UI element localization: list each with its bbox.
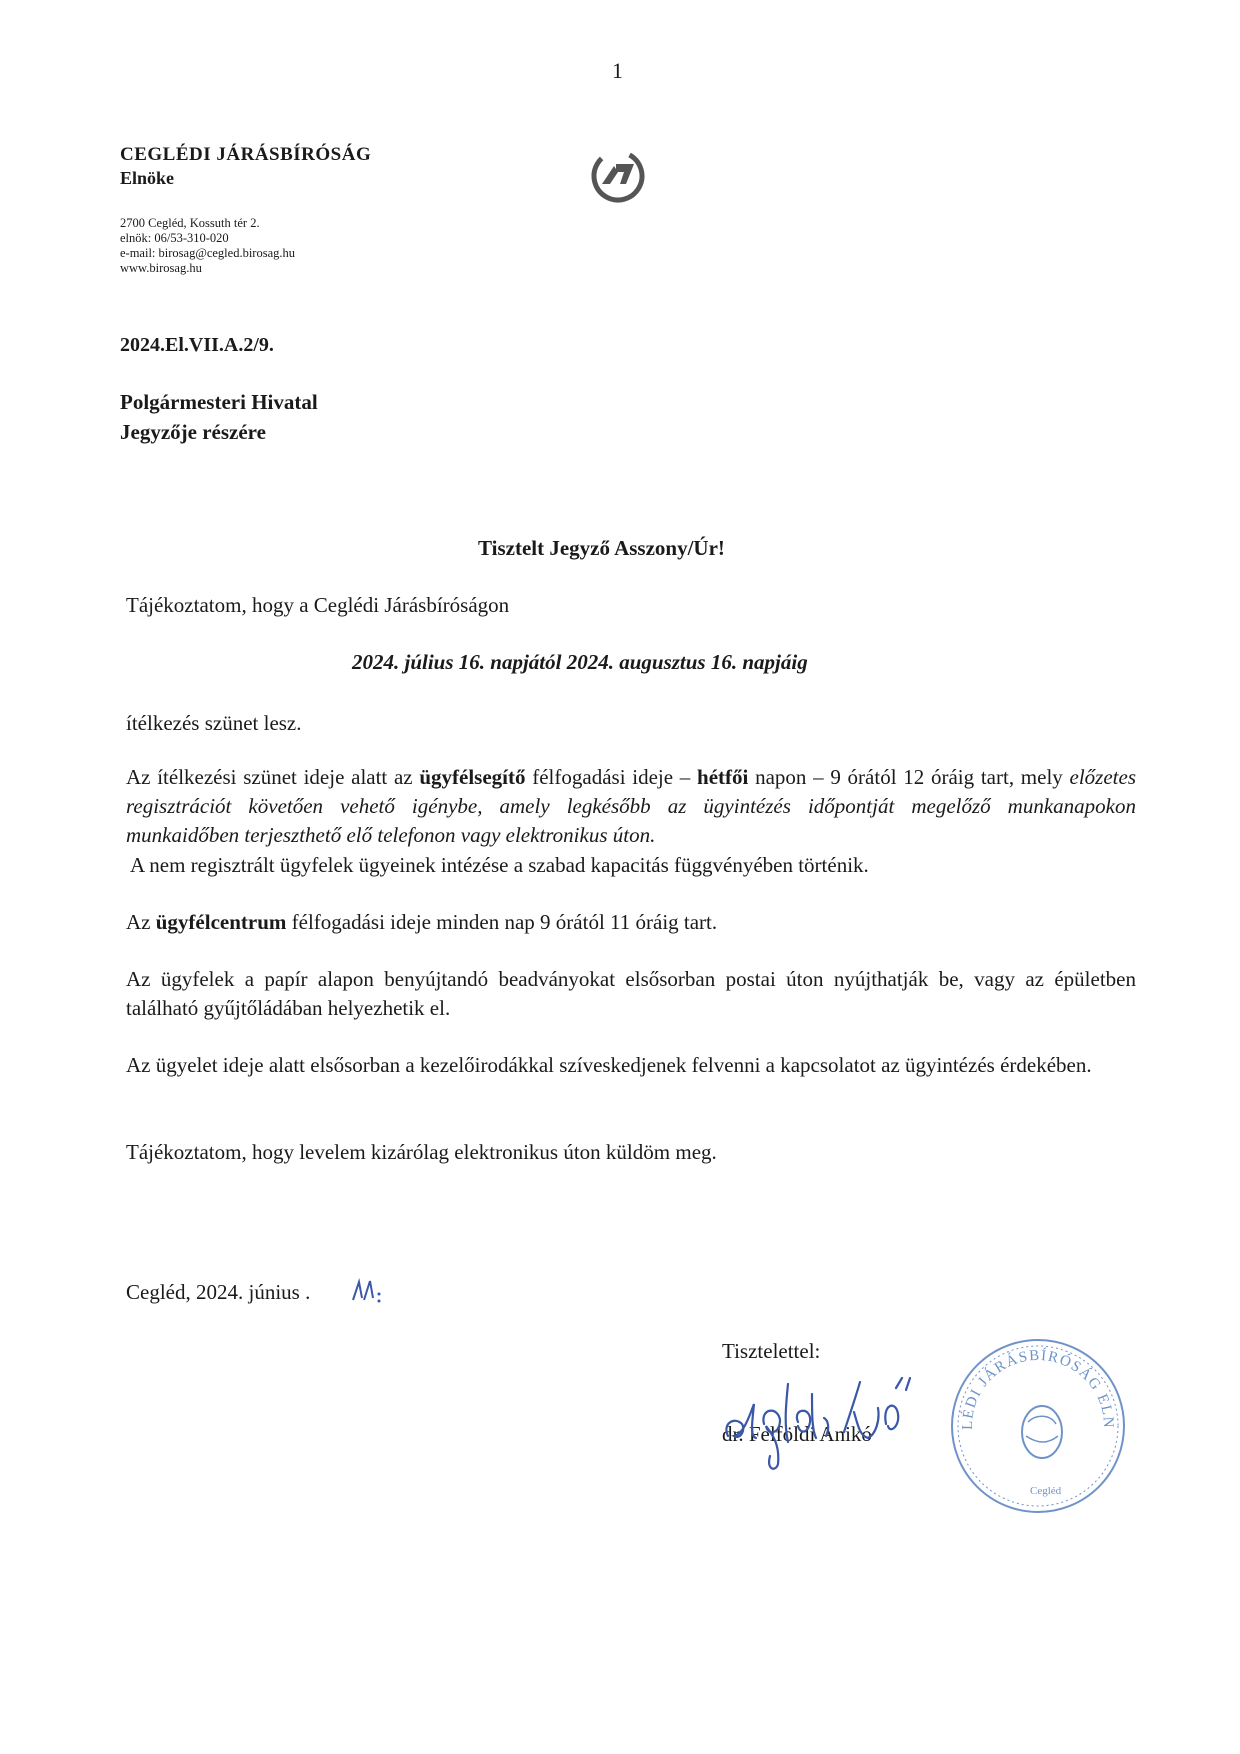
highlight-client-helper: ügyfélsegítő <box>419 765 526 789</box>
stamp-text: LÉDI JÁRÁSBÍRÓSÁG ELN <box>959 1347 1117 1431</box>
intro-end-text: ítélkezés szünet lesz. <box>126 711 302 735</box>
page-number: 1 <box>612 58 623 83</box>
paragraph-submissions: Az ügyfelek a papír alapon benyújtandó beadványokat elsősorban postai úton nyújthatják be, vagy az épületben található gyűjtőládában helyezhetik el. <box>126 967 1136 1020</box>
intro-text: Tájékoztatom, hogy a Ceglédi Járásbíróságon <box>126 593 510 617</box>
paragraph-client-centre: Az ügyfélcentrum félfogadási ideje minden nap 9 órától 11 óráig tart. <box>126 910 718 934</box>
closure-period: 2024. július 16. napjától 2024. augusztus 16. napjáig <box>352 650 808 674</box>
court-logo <box>588 144 648 211</box>
recipient-line-1: Polgármesteri Hivatal <box>120 390 318 414</box>
contact-website: www.birosag.hu <box>120 261 202 275</box>
signer-name: dr. Felföldi Anikó <box>722 1422 872 1446</box>
svg-text:CEGLÉDI JÁRÁSBÍRÓSÁG ELNÖKE <box>946 1334 1116 1430</box>
highlight-client-centre: ügyfélcentrum <box>155 910 287 934</box>
court-name: CEGLÉDI JÁRÁSBÍRÓSÁG <box>120 144 372 165</box>
handwritten-day-mark <box>350 1276 384 1311</box>
registration-note: előzetes regisztrációt követően vehető igénybe, amely legkésőbb az ügyintézés időpontját megelőző munkanapokon munkaidőben terjeszthető elő telefonon vagy elektronikus úton. <box>126 765 1136 847</box>
stamp-city: Cegléd <box>1030 1485 1062 1497</box>
paragraph-unregistered: A nem regisztrált ügyfelek ügyeinek intézése a szabad kapacitás függvényében történik. <box>130 853 869 877</box>
paragraph-duty: Az ügyelet ideje alatt elsősorban a kezelőirodákkal szíveskedjenek felvenni a kapcsolatot az ügyintézés érdekében. <box>126 1053 1092 1077</box>
date-line: Cegléd, 2024. június . <box>126 1280 311 1304</box>
contact-address: 2700 Cegléd, Kossuth tér 2. <box>120 216 260 230</box>
contact-email: e-mail: birosag@cegled.birosag.hu <box>120 246 295 260</box>
handwritten-signature <box>720 1364 930 1479</box>
court-role: Elnöke <box>120 168 175 188</box>
paragraph-client-helper: Az ítélkezési szünet ideje alatt az ügyfélsegítő félfogadási ideje – hétfői napon – 9 órától 12 óráig tart, mely előzetes regisztrációt követően vehető igénybe, amely legkésőbb az ügyintézés időpontját megelőző munkanapokon munkaidőben terjeszthető elő telefonon vagy elektronikus úton. <box>126 765 1136 847</box>
official-stamp <box>946 1334 1130 1523</box>
contact-phone: elnök: 06/53-310-020 <box>120 231 229 245</box>
closing: Tisztelettel: <box>722 1339 821 1363</box>
recipient-line-2: Jegyzője részére <box>120 420 266 444</box>
salutation: Tisztelt Jegyző Asszony/Úr! <box>478 536 725 560</box>
reference-number: 2024.El.VII.A.2/9. <box>120 334 274 356</box>
highlight-monday: hétfői <box>697 765 749 789</box>
paragraph-electronic-delivery: Tájékoztatom, hogy levelem kizárólag elektronikus úton küldöm meg. <box>126 1140 717 1164</box>
